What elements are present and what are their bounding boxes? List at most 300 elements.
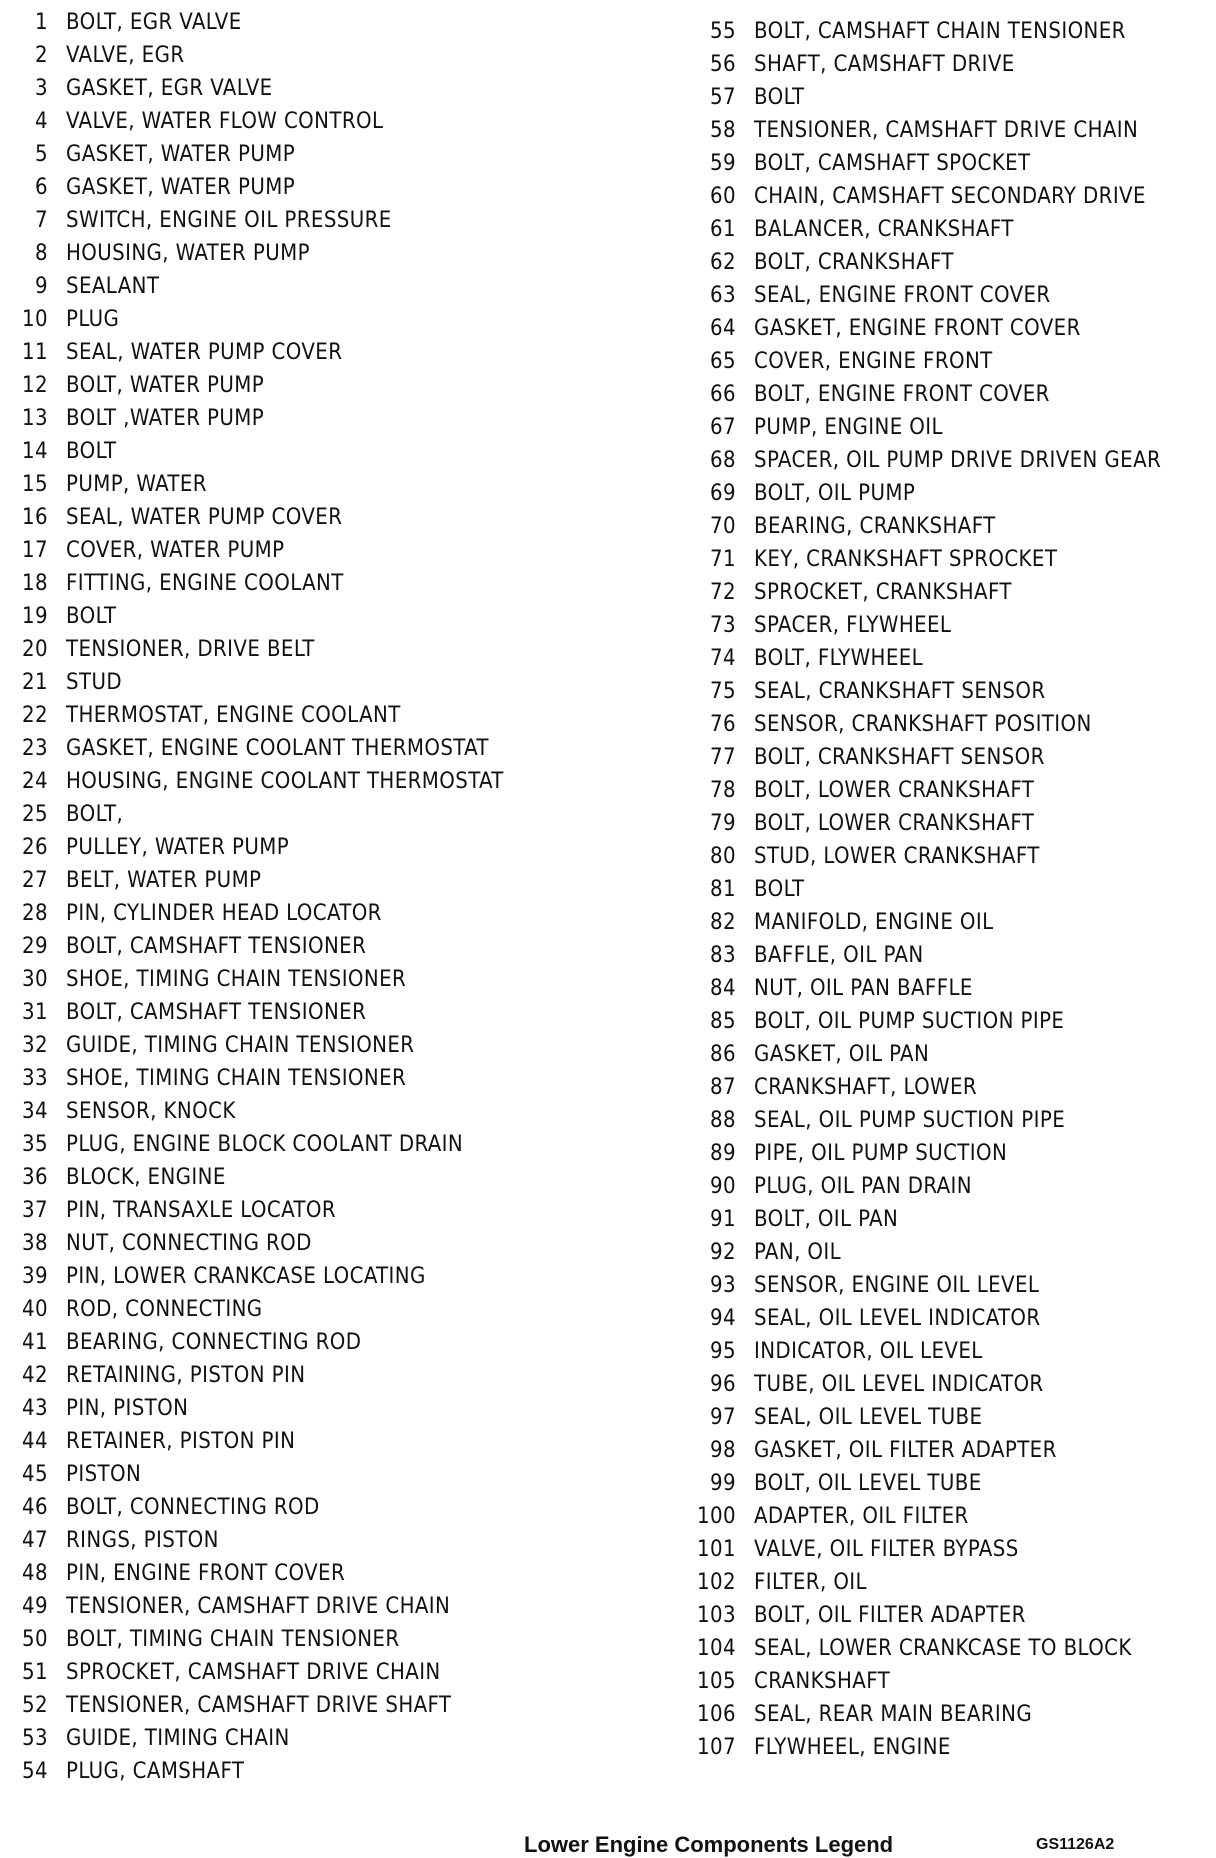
legend-item-description: NUT, OIL PAN BAFFLE (754, 976, 973, 1001)
legend-row (690, 477, 1161, 510)
legend-item-number: 68 (710, 448, 736, 473)
legend-item-description: SEAL, WATER PUMP COVER (66, 340, 343, 365)
legend-item-description: BAFFLE, OIL PAN (754, 943, 924, 968)
legend-row (18, 1425, 504, 1458)
legend-item-number: 51 (22, 1660, 48, 1685)
legend-row (690, 1368, 1161, 1401)
legend-item-number: 50 (22, 1627, 48, 1652)
legend-item-number: 42 (22, 1363, 48, 1388)
legend-row (18, 1029, 504, 1062)
legend-item-description: SEAL, WATER PUMP COVER (66, 505, 343, 530)
legend-item-number: 98 (710, 1438, 736, 1463)
legend-item-description: BOLT, OIL LEVEL TUBE (754, 1471, 982, 1496)
legend-item-number: 85 (710, 1009, 736, 1034)
legend-item-number: 21 (22, 670, 48, 695)
legend-item-number: 72 (710, 580, 736, 605)
legend-row (18, 1755, 504, 1788)
legend-row (18, 1128, 504, 1161)
legend-item-description: SEAL, REAR MAIN BEARING (754, 1702, 1033, 1727)
legend-row (690, 312, 1161, 345)
legend-item-description: FILTER, OIL (754, 1570, 867, 1595)
legend-item-description: CHAIN, CAMSHAFT SECONDARY DRIVE (754, 184, 1146, 209)
legend-item-number: 82 (710, 910, 736, 935)
legend-item-description: BEARING, CONNECTING ROD (66, 1330, 362, 1355)
legend-item-number: 23 (22, 736, 48, 761)
legend-item-description: GUIDE, TIMING CHAIN TENSIONER (66, 1033, 415, 1058)
legend-item-number: 88 (710, 1108, 736, 1133)
legend-item-number: 5 (35, 142, 48, 167)
legend-item-description: PLUG (66, 307, 120, 332)
legend-row (690, 642, 1161, 675)
legend-row (18, 831, 504, 864)
legend-item-number: 35 (22, 1132, 48, 1157)
legend-item-description: BLOCK, ENGINE (66, 1165, 226, 1190)
legend-right-column (690, 15, 1161, 1764)
legend-item-number: 94 (710, 1306, 736, 1331)
legend-row (690, 675, 1161, 708)
legend-item-number: 71 (710, 547, 736, 572)
legend-row (690, 114, 1161, 147)
legend-row (18, 1095, 504, 1128)
legend-item-number: 95 (710, 1339, 736, 1364)
legend-item-number: 48 (22, 1561, 48, 1586)
legend-item-description: BOLT, WATER PUMP (66, 373, 265, 398)
legend-item-description: SENSOR, ENGINE OIL LEVEL (754, 1273, 1040, 1298)
legend-row (18, 336, 504, 369)
legend-row (690, 510, 1161, 543)
legend-item-description: PIN, ENGINE FRONT COVER (66, 1561, 346, 1586)
legend-item-number: 101 (697, 1537, 736, 1562)
legend-item-description: SEAL, OIL PUMP SUCTION PIPE (754, 1108, 1066, 1133)
legend-row (690, 1038, 1161, 1071)
legend-item-description: PIN, PISTON (66, 1396, 189, 1421)
legend-item-description: MANIFOLD, ENGINE OIL (754, 910, 994, 935)
legend-item-number: 56 (710, 52, 736, 77)
legend-row (18, 1689, 504, 1722)
legend-item-description: BALANCER, CRANKSHAFT (754, 217, 1014, 242)
legend-item-number: 41 (22, 1330, 48, 1355)
legend-row (18, 1524, 504, 1557)
legend-item-number: 31 (22, 1000, 48, 1025)
legend-row (690, 708, 1161, 741)
legend-item-description: SHOE, TIMING CHAIN TENSIONER (66, 967, 407, 992)
legend-row (690, 1599, 1161, 1632)
legend-item-description: TUBE, OIL LEVEL INDICATOR (754, 1372, 1044, 1397)
legend-item-description: SWITCH, ENGINE OIL PRESSURE (66, 208, 392, 233)
legend-item-number: 47 (22, 1528, 48, 1553)
legend-item-description: BOLT, EGR VALVE (66, 10, 242, 35)
legend-item-description: TENSIONER, CAMSHAFT DRIVE CHAIN (66, 1594, 451, 1619)
legend-item-description: BOLT, ENGINE FRONT COVER (754, 382, 1050, 407)
legend-item-description: BEARING, CRANKSHAFT (754, 514, 996, 539)
legend-item-description: SPROCKET, CRANKSHAFT (754, 580, 1012, 605)
legend-item-number: 18 (22, 571, 48, 596)
legend-item-number: 74 (710, 646, 736, 671)
legend-item-number: 53 (22, 1726, 48, 1751)
legend-item-number: 102 (697, 1570, 736, 1595)
legend-row (690, 378, 1161, 411)
legend-row (690, 1698, 1161, 1731)
legend-item-number: 43 (22, 1396, 48, 1421)
legend-item-number: 20 (22, 637, 48, 662)
legend-item-description: BOLT ,WATER PUMP (66, 406, 265, 431)
legend-row (18, 468, 504, 501)
legend-item-number: 80 (710, 844, 736, 869)
legend-item-number: 16 (22, 505, 48, 530)
legend-item-description: HOUSING, WATER PUMP (66, 241, 310, 266)
legend-item-number: 38 (22, 1231, 48, 1256)
legend-item-description: SHAFT, CAMSHAFT DRIVE (754, 52, 1015, 77)
legend-item-description: BOLT, CAMSHAFT CHAIN TENSIONER (754, 19, 1126, 44)
legend-item-number: 49 (22, 1594, 48, 1619)
legend-row (690, 543, 1161, 576)
legend-item-description: SPACER, OIL PUMP DRIVE DRIVEN GEAR (754, 448, 1162, 473)
legend-item-number: 29 (22, 934, 48, 959)
legend-item-number: 90 (710, 1174, 736, 1199)
legend-item-description: GASKET, OIL PAN (754, 1042, 930, 1067)
legend-item-description: VALVE, EGR (66, 43, 185, 68)
legend-row (18, 1458, 504, 1491)
legend-item-number: 45 (22, 1462, 48, 1487)
legend-item-number: 96 (710, 1372, 736, 1397)
legend-item-number: 97 (710, 1405, 736, 1430)
legend-item-description: CRANKSHAFT, LOWER (754, 1075, 978, 1100)
legend-row (18, 1161, 504, 1194)
legend-row (690, 807, 1161, 840)
legend-item-number: 19 (22, 604, 48, 629)
legend-item-description: GUIDE, TIMING CHAIN (66, 1726, 290, 1751)
legend-row (18, 1227, 504, 1260)
legend-row (18, 963, 504, 996)
legend-item-number: 107 (697, 1735, 736, 1760)
legend-row (690, 1236, 1161, 1269)
legend-row (18, 501, 504, 534)
legend-item-number: 14 (22, 439, 48, 464)
legend-item-description: STUD, LOWER CRANKSHAFT (754, 844, 1040, 869)
legend-item-number: 9 (35, 274, 48, 299)
legend-row (690, 1005, 1161, 1038)
legend-item-description: PISTON (66, 1462, 142, 1487)
legend-row (690, 1170, 1161, 1203)
legend-row (690, 1434, 1161, 1467)
legend-item-description: PULLEY, WATER PUMP (66, 835, 290, 860)
legend-item-description: PUMP, WATER (66, 472, 207, 497)
legend-item-number: 34 (22, 1099, 48, 1124)
legend-row (18, 633, 504, 666)
legend-item-description: BOLT, TIMING CHAIN TENSIONER (66, 1627, 400, 1652)
legend-item-number: 99 (710, 1471, 736, 1496)
legend-item-number: 30 (22, 967, 48, 992)
legend-item-description: PLUG, OIL PAN DRAIN (754, 1174, 972, 1199)
legend-item-number: 11 (22, 340, 48, 365)
legend-item-description: SEALANT (66, 274, 160, 299)
legend-item-description: GASKET, OIL FILTER ADAPTER (754, 1438, 1057, 1463)
legend-row (18, 270, 504, 303)
legend-row (690, 180, 1161, 213)
legend-item-description: TENSIONER, DRIVE BELT (66, 637, 315, 662)
legend-row (690, 444, 1161, 477)
legend-row (18, 1260, 504, 1293)
legend-item-description: SENSOR, CRANKSHAFT POSITION (754, 712, 1092, 737)
legend-row (18, 699, 504, 732)
legend-item-number: 55 (710, 19, 736, 44)
legend-item-description: ADAPTER, OIL FILTER (754, 1504, 969, 1529)
legend-item-description: PIN, CYLINDER HEAD LOCATOR (66, 901, 382, 926)
legend-item-description: SEAL, LOWER CRANKCASE TO BLOCK (754, 1636, 1132, 1661)
legend-item-description: PIN, LOWER CRANKCASE LOCATING (66, 1264, 426, 1289)
legend-item-number: 83 (710, 943, 736, 968)
legend-row (18, 105, 504, 138)
legend-item-number: 6 (35, 175, 48, 200)
legend-row (18, 303, 504, 336)
legend-item-description: TENSIONER, CAMSHAFT DRIVE SHAFT (66, 1693, 452, 1718)
legend-row (18, 534, 504, 567)
legend-row (690, 345, 1161, 378)
legend-row (690, 1665, 1161, 1698)
legend-item-description: BOLT, OIL PUMP SUCTION PIPE (754, 1009, 1065, 1034)
legend-item-description: BOLT (66, 604, 117, 629)
legend-row (690, 1401, 1161, 1434)
legend-row (18, 666, 504, 699)
legend-row (690, 1071, 1161, 1104)
legend-item-number: 58 (710, 118, 736, 143)
legend-row (690, 411, 1161, 444)
legend-item-description: RETAINING, PISTON PIN (66, 1363, 306, 1388)
legend-item-number: 8 (35, 241, 48, 266)
legend-item-number: 73 (710, 613, 736, 638)
legend-item-description: SEAL, OIL LEVEL TUBE (754, 1405, 983, 1430)
legend-row (18, 600, 504, 633)
legend-item-description: RETAINER, PISTON PIN (66, 1429, 296, 1454)
legend-item-number: 78 (710, 778, 736, 803)
legend-row (690, 81, 1161, 114)
legend-item-number: 4 (35, 109, 48, 134)
legend-item-description: BOLT, LOWER CRANKSHAFT (754, 778, 1035, 803)
legend-item-description: PLUG, ENGINE BLOCK COOLANT DRAIN (66, 1132, 464, 1157)
legend-row (690, 1302, 1161, 1335)
legend-item-number: 103 (697, 1603, 736, 1628)
legend-item-number: 61 (710, 217, 736, 242)
legend-row (690, 774, 1161, 807)
legend-item-description: TENSIONER, CAMSHAFT DRIVE CHAIN (754, 118, 1139, 143)
legend-row (690, 213, 1161, 246)
legend-item-description: BOLT, CAMSHAFT SPOCKET (754, 151, 1031, 176)
legend-row (690, 147, 1161, 180)
legend-item-description: SEAL, OIL LEVEL INDICATOR (754, 1306, 1041, 1331)
legend-item-number: 77 (710, 745, 736, 770)
legend-item-description: KEY, CRANKSHAFT SPROCKET (754, 547, 1058, 572)
legend-item-description: STUD (66, 670, 122, 695)
legend-item-description: SPROCKET, CAMSHAFT DRIVE CHAIN (66, 1660, 441, 1685)
legend-row (18, 435, 504, 468)
legend-row (690, 1731, 1161, 1764)
legend-row (18, 1194, 504, 1227)
legend-item-number: 75 (710, 679, 736, 704)
legend-item-description: SEAL, CRANKSHAFT SENSOR (754, 679, 1046, 704)
legend-item-number: 33 (22, 1066, 48, 1091)
legend-row (690, 1467, 1161, 1500)
legend-item-number: 81 (710, 877, 736, 902)
legend-row (690, 741, 1161, 774)
legend-row (690, 939, 1161, 972)
legend-row (18, 1590, 504, 1623)
legend-row (690, 48, 1161, 81)
legend-item-number: 104 (697, 1636, 736, 1661)
legend-item-number: 105 (697, 1669, 736, 1694)
legend-item-number: 25 (22, 802, 48, 827)
legend-item-description: BOLT, CRANKSHAFT (754, 250, 954, 275)
legend-item-number: 7 (35, 208, 48, 233)
legend-row (18, 369, 504, 402)
legend-row (18, 1623, 504, 1656)
legend-item-number: 63 (710, 283, 736, 308)
legend-item-description: CRANKSHAFT (754, 1669, 891, 1694)
legend-caption: Lower Engine Components Legend (524, 1832, 894, 1857)
legend-item-description: SEAL, ENGINE FRONT COVER (754, 283, 1051, 308)
legend-item-number: 60 (710, 184, 736, 209)
legend-item-description: GASKET, ENGINE FRONT COVER (754, 316, 1081, 341)
legend-row (18, 1392, 504, 1425)
legend-item-description: HOUSING, ENGINE COOLANT THERMOSTAT (66, 769, 504, 794)
legend-item-number: 69 (710, 481, 736, 506)
legend-item-description: PLUG, CAMSHAFT (66, 1759, 245, 1784)
legend-item-description: BOLT, CONNECTING ROD (66, 1495, 320, 1520)
legend-item-number: 2 (35, 43, 48, 68)
legend-item-description: BOLT, FLYWHEEL (754, 646, 924, 671)
legend-item-number: 24 (22, 769, 48, 794)
legend-item-number: 28 (22, 901, 48, 926)
legend-row (18, 138, 504, 171)
legend-item-number: 86 (710, 1042, 736, 1067)
legend-item-number: 22 (22, 703, 48, 728)
legend-row (18, 72, 504, 105)
legend-item-number: 100 (697, 1504, 736, 1529)
legend-item-number: 15 (22, 472, 48, 497)
legend-row (18, 864, 504, 897)
legend-row (690, 1269, 1161, 1302)
legend-item-description: COVER, ENGINE FRONT (754, 349, 993, 374)
legend-item-description: BOLT (66, 439, 117, 464)
legend-item-number: 17 (22, 538, 48, 563)
legend-item-number: 39 (22, 1264, 48, 1289)
legend-item-description: BOLT, CRANKSHAFT SENSOR (754, 745, 1045, 770)
legend-item-description: PAN, OIL (754, 1240, 842, 1265)
legend-item-description: PIN, TRANSAXLE LOCATOR (66, 1198, 336, 1223)
legend-item-number: 3 (35, 76, 48, 101)
legend-item-number: 67 (710, 415, 736, 440)
legend-item-number: 40 (22, 1297, 48, 1322)
legend-item-description: BOLT, CAMSHAFT TENSIONER (66, 934, 367, 959)
legend-row (18, 1062, 504, 1095)
legend-item-number: 44 (22, 1429, 48, 1454)
legend-row (18, 1326, 504, 1359)
legend-item-number: 54 (22, 1759, 48, 1784)
legend-item-description: FITTING, ENGINE COOLANT (66, 571, 344, 596)
legend-row (18, 765, 504, 798)
legend-item-number: 62 (710, 250, 736, 275)
legend-row (18, 1359, 504, 1392)
legend-row (18, 996, 504, 1029)
legend-row (18, 1722, 504, 1755)
legend-item-description: RINGS, PISTON (66, 1528, 219, 1553)
legend-item-number: 64 (710, 316, 736, 341)
legend-item-description: ROD, CONNECTING (66, 1297, 263, 1322)
legend-item-description: GASKET, WATER PUMP (66, 142, 296, 167)
legend-item-description: GASKET, ENGINE COOLANT THERMOSTAT (66, 736, 489, 761)
legend-item-number: 84 (710, 976, 736, 1001)
legend-row (690, 1137, 1161, 1170)
legend-item-number: 93 (710, 1273, 736, 1298)
legend-item-description: THERMOSTAT, ENGINE COOLANT (66, 703, 401, 728)
legend-row (18, 402, 504, 435)
legend-item-number: 13 (22, 406, 48, 431)
legend-item-number: 76 (710, 712, 736, 737)
legend-row (690, 840, 1161, 873)
legend-item-number: 46 (22, 1495, 48, 1520)
legend-footer (0, 1832, 1216, 1856)
legend-item-number: 89 (710, 1141, 736, 1166)
legend-row (690, 1500, 1161, 1533)
legend-row (690, 1203, 1161, 1236)
legend-item-description: PIPE, OIL PUMP SUCTION (754, 1141, 1008, 1166)
legend-row (18, 567, 504, 600)
legend-row (690, 1632, 1161, 1665)
legend-row (690, 279, 1161, 312)
legend-item-description: SHOE, TIMING CHAIN TENSIONER (66, 1066, 407, 1091)
legend-item-description: BOLT (754, 85, 805, 110)
legend-row (690, 972, 1161, 1005)
legend-item-number: 91 (710, 1207, 736, 1232)
legend-item-description: SENSOR, KNOCK (66, 1099, 236, 1124)
legend-row (18, 798, 504, 831)
legend-left-column (18, 6, 504, 1788)
legend-row (18, 1557, 504, 1590)
legend-item-description: SPACER, FLYWHEEL (754, 613, 952, 638)
legend-item-description: NUT, CONNECTING ROD (66, 1231, 312, 1256)
legend-row (18, 1293, 504, 1326)
legend-item-description: BOLT, OIL PAN (754, 1207, 899, 1232)
legend-item-number: 92 (710, 1240, 736, 1265)
legend-row (18, 732, 504, 765)
legend-item-description: GASKET, WATER PUMP (66, 175, 296, 200)
legend-item-description: BOLT, CAMSHAFT TENSIONER (66, 1000, 367, 1025)
legend-item-number: 12 (22, 373, 48, 398)
legend-item-number: 79 (710, 811, 736, 836)
legend-item-number: 27 (22, 868, 48, 893)
legend-item-description: BOLT (754, 877, 805, 902)
legend-row (18, 1491, 504, 1524)
legend-row (18, 897, 504, 930)
legend-row (690, 1566, 1161, 1599)
legend-item-number: 65 (710, 349, 736, 374)
legend-item-description: COVER, WATER PUMP (66, 538, 285, 563)
legend-row (18, 6, 504, 39)
legend-item-number: 70 (710, 514, 736, 539)
legend-item-number: 36 (22, 1165, 48, 1190)
legend-item-number: 87 (710, 1075, 736, 1100)
legend-item-number: 59 (710, 151, 736, 176)
legend-row (690, 873, 1161, 906)
legend-row (690, 1533, 1161, 1566)
legend-item-number: 52 (22, 1693, 48, 1718)
legend-item-number: 66 (710, 382, 736, 407)
legend-item-description: GASKET, EGR VALVE (66, 76, 273, 101)
figure-code: GS1126A2 (1036, 1836, 1115, 1853)
legend-row (690, 246, 1161, 279)
legend-row (18, 171, 504, 204)
legend-item-number: 106 (697, 1702, 736, 1727)
legend-row (690, 15, 1161, 48)
